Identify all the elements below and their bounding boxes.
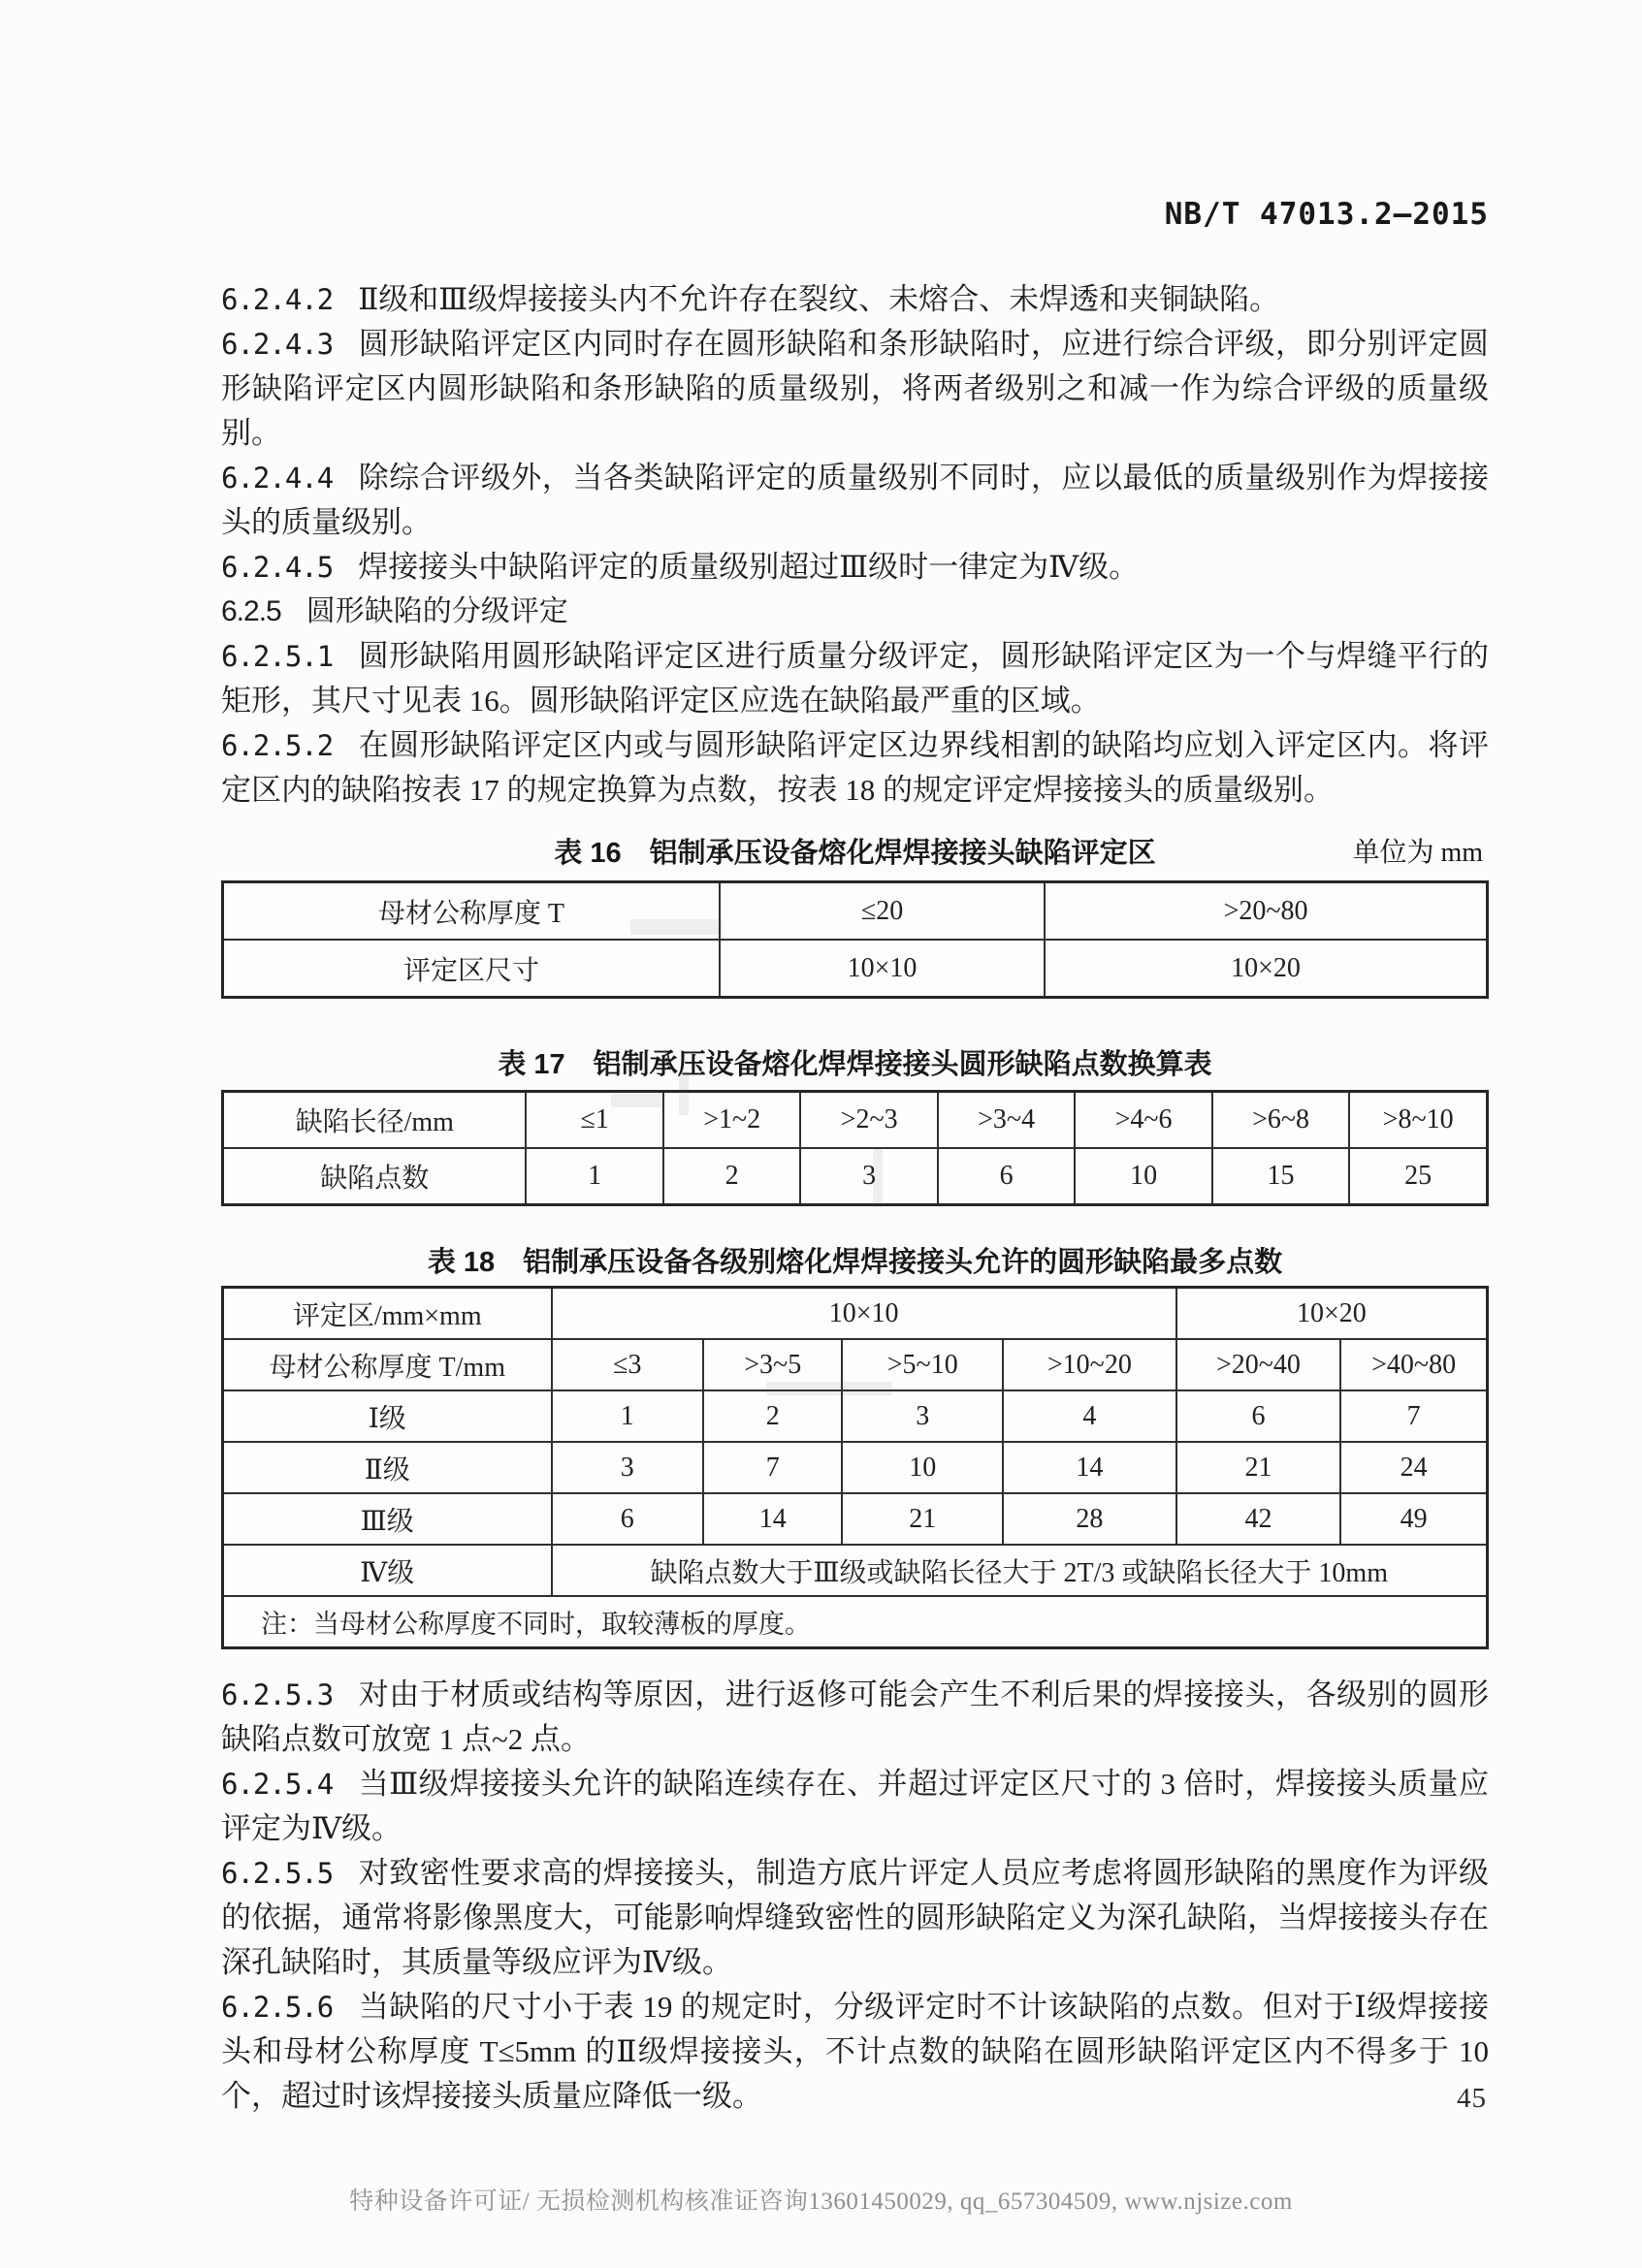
table18-caption-row: [221, 1245, 1489, 1280]
clause-number: 6.2.4.5: [221, 551, 334, 584]
table-cell: 21: [842, 1493, 1003, 1545]
table-cell: 6: [552, 1493, 703, 1545]
table-cell: 49: [1340, 1493, 1487, 1545]
table16-defect-evaluation-zone: [221, 880, 1489, 999]
table-cell: 21: [1176, 1442, 1341, 1493]
clause-6-2-5-6: [221, 1985, 1489, 2119]
table17-caption-row: [221, 1045, 1489, 1084]
table-cell: >3~4: [938, 1092, 1075, 1149]
table-cell: >6~8: [1212, 1092, 1349, 1149]
table-row-grade1: [223, 1390, 1488, 1442]
clause-number: 6.2.5.1: [221, 640, 334, 673]
clause-number: 6.2.4.2: [221, 283, 334, 316]
table-row: [223, 940, 1488, 998]
clause-6-2-4-4: [221, 456, 1489, 545]
table-row: [223, 1288, 1488, 1340]
table-cell: 14: [1003, 1442, 1176, 1493]
table-cell: Ⅱ级: [223, 1442, 552, 1493]
table-cell: Ⅰ级: [223, 1390, 552, 1442]
clause-6-2-4-5: [221, 545, 1489, 590]
footer-watermark-text: 特种设备许可证/ 无损检测机构核准证咨询13601450029, qq_657304509, www.njsize.com: [349, 2188, 1293, 2215]
clause-number: 6.2.5: [221, 595, 281, 627]
clause-text: 当Ⅲ级焊接接头允许的缺陷连续存在、并超过评定区尺寸的 3 倍时，焊接接头质量应评定为Ⅳ级。: [221, 1767, 1489, 1845]
clause-number: 6.2.5.3: [221, 1678, 334, 1711]
table-cell: 评定区尺寸: [223, 940, 720, 998]
table-cell: >4~6: [1075, 1092, 1211, 1149]
table-cell: 1: [526, 1148, 662, 1205]
table17-point-conversion: [221, 1090, 1489, 1206]
table-cell: >5~10: [842, 1339, 1003, 1390]
clause-text: 在圆形缺陷评定区内或与圆形缺陷评定区边界线相割的缺陷均应划入评定区内。将评定区内的缺陷按表 17 的规定换算为点数，按表 18 的规定评定焊接接头的质量级别。: [221, 728, 1489, 807]
clause-text: 对由于材质或结构等原因，进行返修可能会产生不利后果的焊接接头，各级别的圆形缺陷点数可放宽 1 点~2 点。: [221, 1677, 1489, 1756]
clause-number: 6.2.5.6: [221, 1991, 334, 2024]
clause-6-2-5-2: [221, 723, 1489, 813]
table-cell: 1: [552, 1390, 703, 1442]
table18-caption: 表 18 铝制承压设备各级别熔化焊焊接接头允许的圆形缺陷最多点数: [427, 1247, 1283, 1278]
table-cell: 25: [1349, 1148, 1487, 1205]
standard-number-header: NB/T 47013.2—2015: [1164, 197, 1489, 232]
clause-text: 圆形缺陷用圆形缺陷评定区进行质量分级评定，圆形缺陷评定区为一个与焊缝平行的矩形，其尺寸见表 16。圆形缺陷评定区应选在缺陷最严重的区域。: [221, 639, 1489, 718]
table-cell: ≤1: [526, 1092, 662, 1149]
table16-caption-row: [221, 834, 1489, 873]
table-row: [223, 1092, 1488, 1149]
table-cell: ≤3: [552, 1339, 703, 1390]
clauses-section-bottom: [221, 1673, 1489, 2119]
page-number: 45: [1457, 2083, 1487, 2114]
table-cell: 28: [1003, 1493, 1176, 1545]
table-cell: 15: [1212, 1148, 1349, 1205]
table-cell: 3: [800, 1148, 937, 1205]
clause-6-2-5-3: [221, 1673, 1489, 1762]
table-cell: >8~10: [1349, 1092, 1487, 1149]
table-cell: >1~2: [663, 1092, 800, 1149]
clause-heading-6-2-5: [221, 590, 1489, 634]
scan-smudge: [611, 1094, 664, 1107]
clause-number: 6.2.4.4: [221, 462, 334, 495]
scan-smudge: [766, 1382, 892, 1395]
table16-unit-label: 单位为 mm: [1352, 838, 1483, 868]
table17-caption: 表 17 铝制承压设备熔化焊焊接接头圆形缺陷点数换算表: [498, 1049, 1212, 1080]
table-cell: 2: [663, 1148, 800, 1205]
table-row: [223, 1148, 1488, 1205]
clause-text: 除综合评级外，当各类缺陷评定的质量级别不同时，应以最低的质量级别作为焊接接头的质量级别。: [221, 461, 1489, 539]
scan-smudge: [679, 1071, 689, 1115]
page-content: [221, 0, 1489, 2119]
clause-number: 6.2.5.4: [221, 1768, 334, 1801]
table-cell: 母材公称厚度 T/mm: [223, 1339, 552, 1390]
table16-caption: 表 16 铝制承压设备熔化焊焊接接头缺陷评定区: [554, 838, 1156, 869]
table-cell: 7: [1340, 1390, 1487, 1442]
clause-6-2-5-5: [221, 1851, 1489, 1985]
table-cell: ≤20: [720, 882, 1045, 941]
table-cell: >2~3: [800, 1092, 937, 1149]
table-cell: 缺陷点数: [223, 1148, 527, 1205]
table-cell: 7: [703, 1442, 842, 1493]
table-cell: 10: [1075, 1148, 1211, 1205]
table-cell: 14: [703, 1493, 842, 1545]
clause-6-2-4-3: [221, 322, 1489, 456]
table-row-grade2: [223, 1442, 1488, 1493]
clauses-section-top: [221, 277, 1489, 813]
table-cell: 3: [552, 1442, 703, 1493]
table-cell: 24: [1340, 1442, 1487, 1493]
table18-max-points: [221, 1286, 1489, 1649]
table-cell: 10×10: [720, 940, 1045, 998]
table-row: [223, 882, 1488, 941]
table18-note: 注：当母材公称厚度不同时，取较薄板的厚度。: [223, 1596, 1488, 1648]
table-cell: 4: [1003, 1390, 1176, 1442]
table-cell: 10×20: [1176, 1288, 1488, 1340]
table-cell: 缺陷长径/mm: [223, 1092, 527, 1149]
table-cell: 2: [703, 1390, 842, 1442]
clause-text: 当缺陷的尺寸小于表 19 的规定时，分级评定时不计该缺陷的点数。但对于Ⅰ级焊接接头和母材公称厚度 T≤5mm 的Ⅱ级焊接接头，不计点数的缺陷在圆形缺陷评定区内不得多于 10 个，超过时该焊接接头质量应降低一级。: [221, 1990, 1489, 2113]
table-row-note: [223, 1596, 1488, 1648]
table-cell: 10×10: [552, 1288, 1176, 1340]
clause-text: Ⅱ级和Ⅲ级焊接接头内不允许存在裂纹、未熔合、未焊透和夹铜缺陷。: [358, 282, 1280, 316]
clause-number: 6.2.4.3: [221, 328, 334, 361]
clause-6-2-5-1: [221, 634, 1489, 723]
table-row-grade3: [223, 1493, 1488, 1545]
table-cell: 6: [1176, 1390, 1341, 1442]
clause-6-2-4-2: [221, 277, 1489, 322]
table-cell: 评定区/mm×mm: [223, 1288, 552, 1340]
table-row-grade4: [223, 1545, 1488, 1596]
table-cell: 42: [1176, 1493, 1341, 1545]
table-cell: 母材公称厚度 T: [223, 882, 720, 941]
clause-text: 焊接接头中缺陷评定的质量级别超过Ⅲ级时一律定为Ⅳ级。: [358, 550, 1140, 584]
table-cell: 3: [842, 1390, 1003, 1442]
table-cell: 10×20: [1045, 940, 1487, 998]
table-cell: >3~5: [703, 1339, 842, 1390]
scan-smudge: [630, 919, 723, 935]
table-cell: Ⅳ级: [223, 1545, 552, 1596]
clause-number: 6.2.5.2: [221, 729, 334, 762]
table-cell: 6: [938, 1148, 1075, 1205]
table-cell: >20~40: [1176, 1339, 1341, 1390]
clause-text: 圆形缺陷评定区内同时存在圆形缺陷和条形缺陷时，应进行综合评级，即分别评定圆形缺陷评定区内圆形缺陷和条形缺陷的质量级别，将两者级别之和减一作为综合评级的质量级别。: [221, 327, 1489, 450]
table-cell: Ⅲ级: [223, 1493, 552, 1545]
table-cell: >40~80: [1340, 1339, 1487, 1390]
scan-smudge: [873, 1149, 883, 1207]
table-cell: 缺陷点数大于Ⅲ级或缺陷长径大于 2T/3 或缺陷长径大于 10mm: [552, 1545, 1488, 1596]
clause-text: 对致密性要求高的焊接接头，制造方底片评定人员应考虑将圆形缺陷的黑度作为评级的依据，通常将影像黑度大，可能影响焊缝致密性的圆形缺陷定义为深孔缺陷，当焊接接头存在深孔缺陷时，其质量等级应评为Ⅳ级。: [221, 1856, 1489, 1979]
table-cell: >20~80: [1045, 882, 1487, 941]
clause-text: 圆形缺陷的分级评定: [306, 595, 568, 627]
table-cell: 10: [842, 1442, 1003, 1493]
clause-number: 6.2.5.5: [221, 1857, 334, 1890]
table-cell: >10~20: [1003, 1339, 1176, 1390]
clause-6-2-5-4: [221, 1762, 1489, 1851]
